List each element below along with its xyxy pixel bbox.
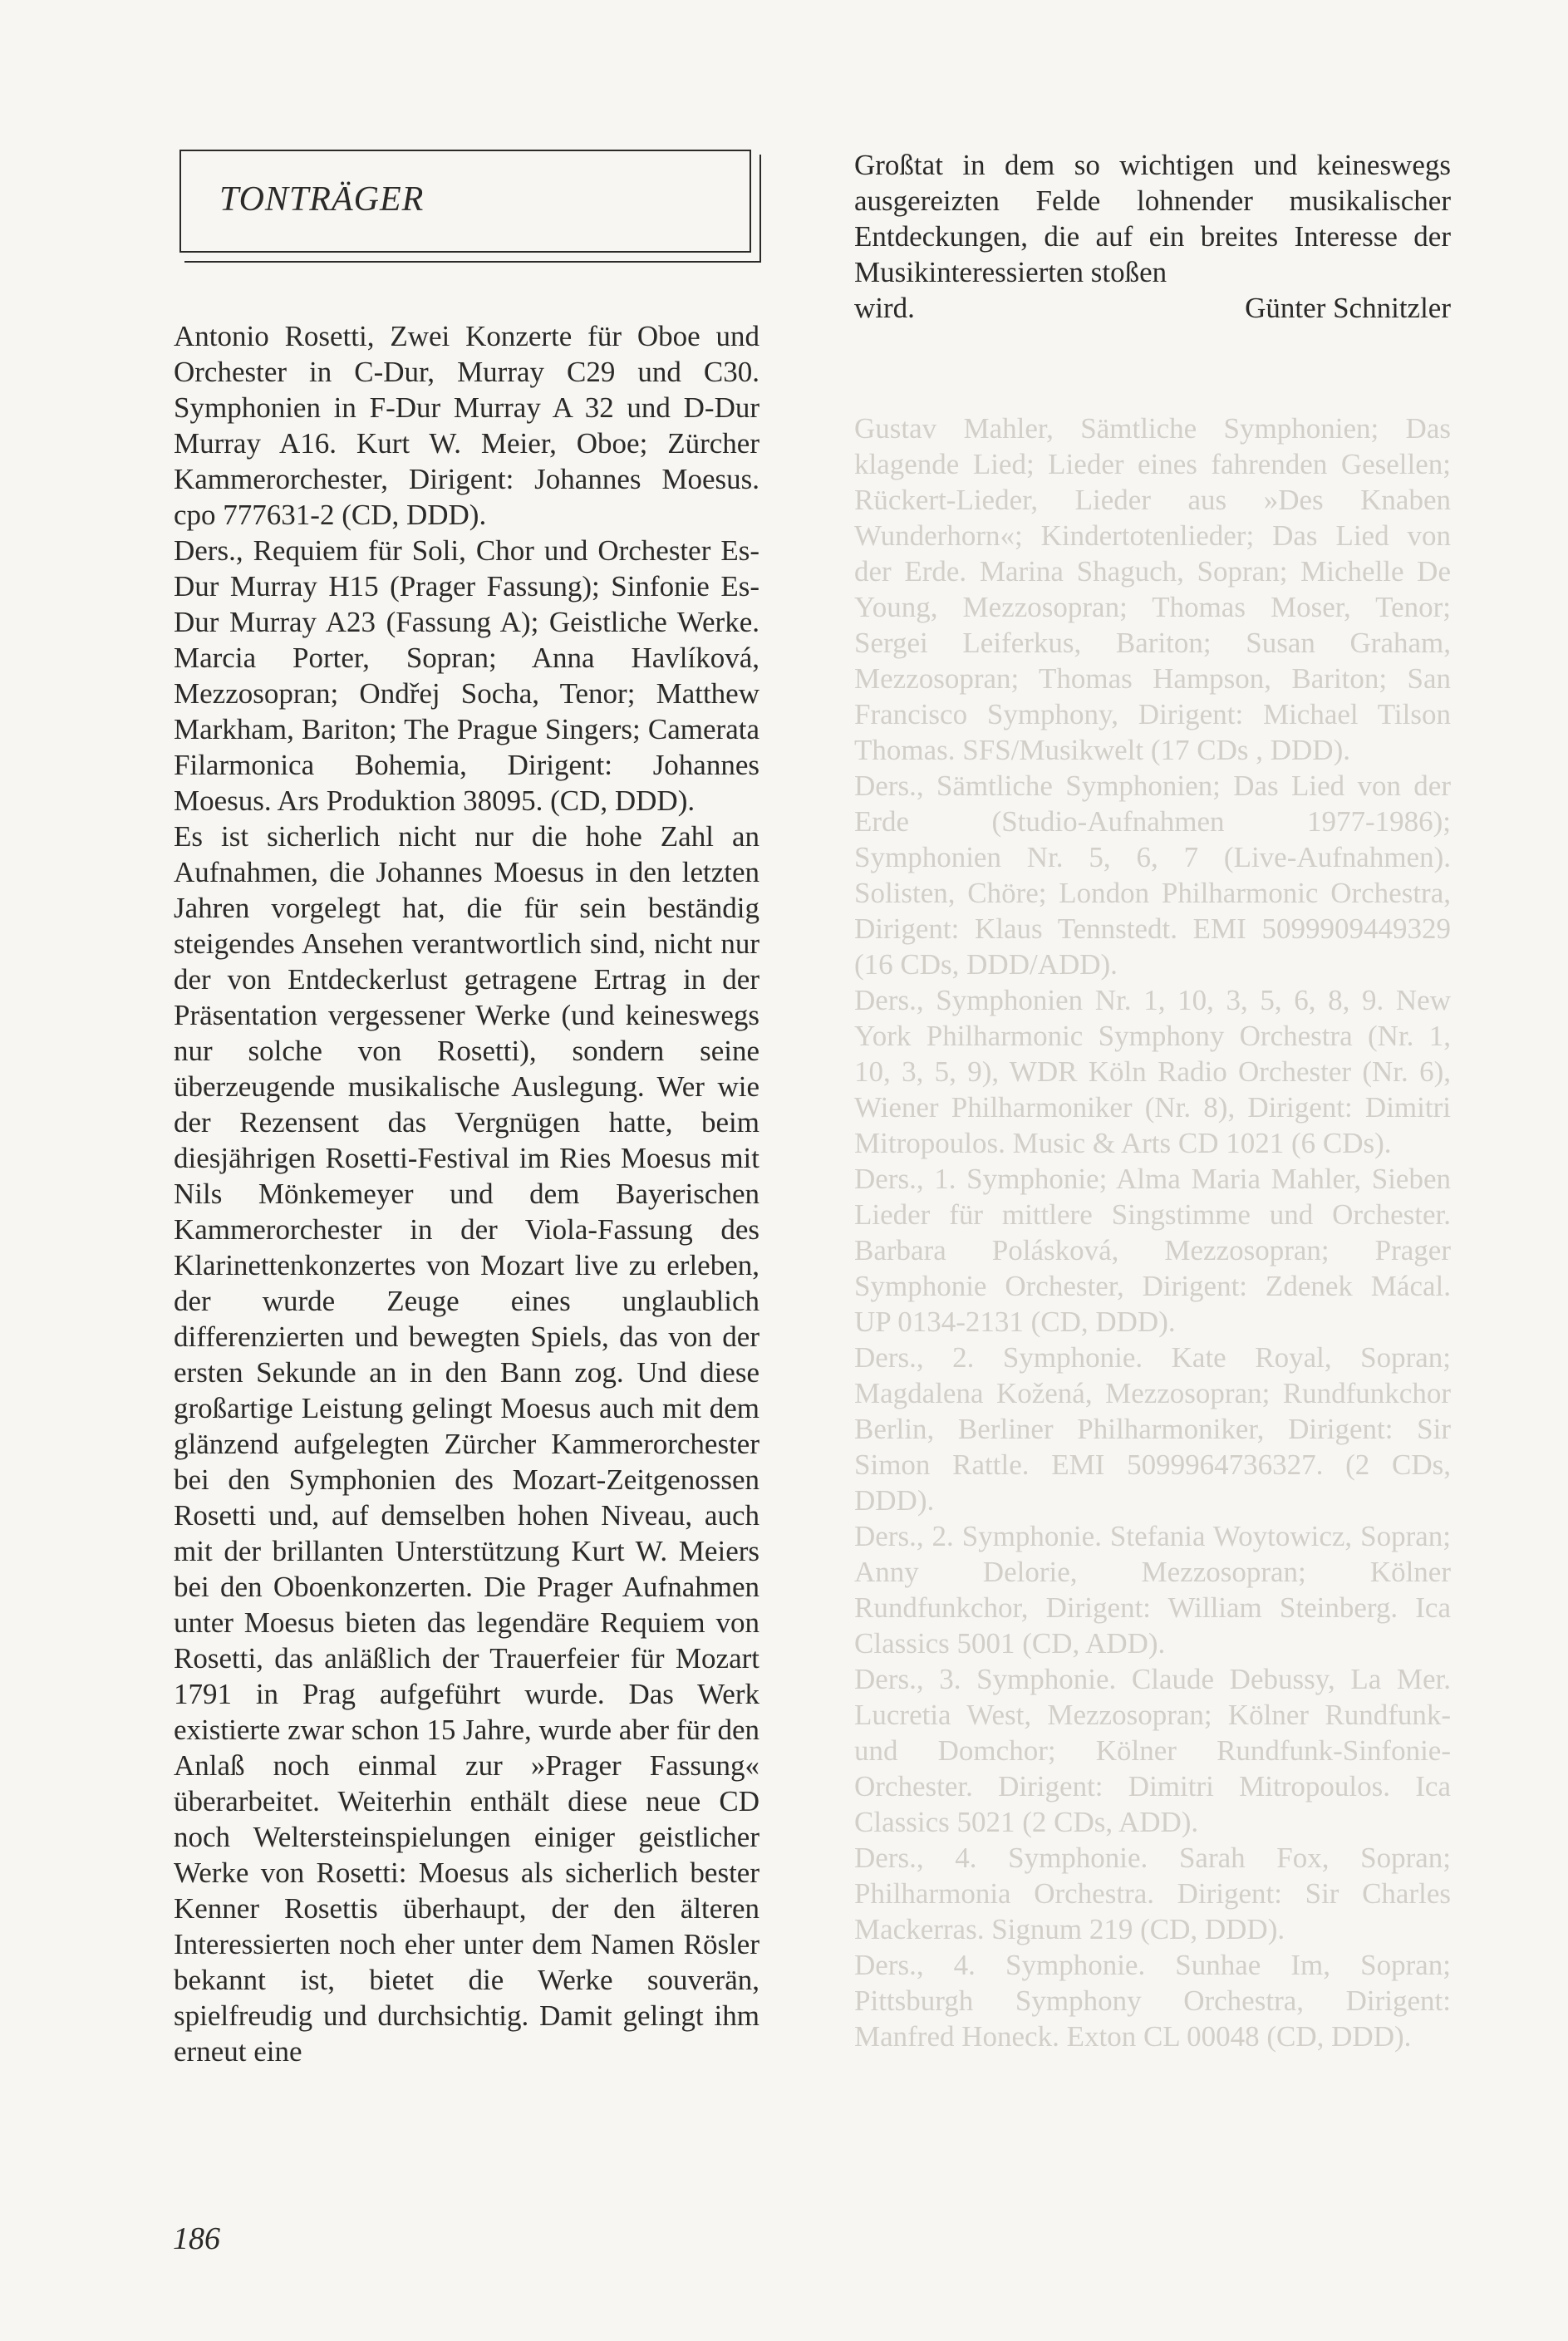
- record-entry-rosetti-concertos: Antonio Rosetti, Zwei Konzerte für Oboe und Orchester in C-Dur, Murray C29 und C30. Symphonien in F-Dur Murray A 32 und D-Dur Murray A16. Kurt W. Meier, Oboe; Zürcher Kammerorchester, Dirigent: Johannes Moesus. cpo 777631-2 (CD, DDD).: [174, 320, 759, 531]
- record-entry-faded: Ders., 4. Symphonie. Sarah Fox, Sopran; Philharmonia Orchestra. Dirigent: Sir Charles Mackerras. Signum 219 (CD, DDD).: [854, 1842, 1451, 1945]
- review-last-word: wird.: [854, 292, 915, 324]
- right-column: [854, 147, 1451, 2054]
- record-entry-faded: Gustav Mahler, Sämtliche Symphonien; Das klagende Lied; Lieder eines fahrenden Gesellen; Rückert-Lieder, Lieder aus »Des Knaben Wunderhorn«; Kindertotenlieder; Das Lied von der Erde. Marina Shaguch, Sopran; Michelle De Young, Mezzosopran; Thomas Moser, Tenor; Sergei Leiferkus, Bariton; Susan Graham, Mezzosopran; Thomas Hampson, Bariton; San Francisco Symphony, Dirigent: Michael Tilson Thomas. SFS/Musikwelt (17 CDs , DDD).: [854, 412, 1451, 766]
- page-number: 186: [173, 2221, 220, 2256]
- record-entry-faded: Ders., 4. Symphonie. Sunhae Im, Sopran; Pittsburgh Symphony Orchestra, Dirigent: Manfred Honeck. Exton CL 00048 (CD, DDD).: [854, 1949, 1451, 2053]
- review-signature-line: [854, 290, 1451, 326]
- record-entry-faded: Ders., 1. Symphonie; Alma Maria Mahler, Sieben Lieder für mittlere Singstimme und Orchester. Barbara Polásková, Mezzosopran; Prager Symphonie Orchester, Dirigent: Zdenek Mácal. UP 0134-2131 (CD, DDD).: [854, 1163, 1451, 1338]
- record-entry-rosetti-requiem: Ders., Requiem für Soli, Chor und Orchester Es-Dur Murray H15 (Prager Fassung); Sinfonie Es-Dur Murray A23 (Fassung A); Geistliche Werke. Marcia Porter, Sopran; Anna Havlíková, Mezzosopran; Ondřej Socha, Tenor; Matthew Markham, Bariton; The Prague Singers; Camerata Filarmonica Bohemia, Dirigent: Johannes Moesus. Ars Produktion 38095. (CD, DDD).: [174, 534, 759, 817]
- section-header-box: [179, 150, 751, 253]
- record-entry-faded: Ders., 2. Symphonie. Stefania Woytowicz, Sopran; Anny Delorie, Mezzosopran; Kölner Rundfunkchor, Dirigent: William Steinberg. Ica Classics 5001 (CD, ADD).: [854, 1520, 1451, 1660]
- record-entry-faded: Ders., Sämtliche Symphonien; Das Lied von der Erde (Studio-Aufnahmen 1977-1986); Symphonien Nr. 5, 6, 7 (Live-Aufnahmen). Solisten, Chöre; London Philharmonic Orchestra, Dirigent: Klaus Tennstedt. EMI 5099909449329 (16 CDs, DDD/ADD).: [854, 770, 1451, 981]
- record-entry-faded: Ders., Symphonien Nr. 1, 10, 3, 5, 6, 8, 9. New York Philharmonic Symphony Orchestra (Nr. 1, 10, 3, 5, 9), WDR Köln Radio Orchester (Nr. 6), Wiener Philharmoniker (Nr. 8), Dirigent: Dimitri Mitropoulos. Music & Arts CD 1021 (6 CDs).: [854, 984, 1451, 1159]
- review-text: Es ist sicherlich nicht nur die hohe Zahl an Aufnahmen, die Johannes Moesus in den letzten Jahren vorgelegt hat, die für sein beständig steigendes Ansehen verantwortlich sind, nicht nur der von Entdeckerlust getragene Ertrag in der Präsentation vergessener Werke (und keineswegs nur solche von Rosetti), sondern seine überzeugende musikalische Auslegung. Wer wie der Rezensent das Vergnügen hatte, beim diesjährigen Rosetti-Festival im Ries Moesus mit Nils Mönkemeyer und dem Bayerischen Kammerorchester in der Viola-Fassung des Klarinettenkonzertes von Mozart live zu erleben, der wurde Zeuge eines unglaublich differenzierten und bewegten Spiels, das von der ersten Sekunde an in den Bann zog. Und diese großartige Leistung gelingt Moesus auch mit dem glänzend aufgelegten Zürcher Kammerorchester bei den Symphonien des Mozart-Zeitgenossen Rosetti und, auf demselben hohen Niveau, auch mit der brillanten Unterstützung Kurt W. Meiers bei den Oboenkonzerten. Die Prager Aufnahmen unter Moesus bieten das legendäre Requiem von Rosetti, das anläßlich der Trauerfeier für Mozart 1791 in Prag aufgeführt wurde. Das Werk existierte zwar schon 15 Jahre, wurde aber für den Anlaß noch einmal zur »Prager Fassung« überarbeitet. Weiterhin enthält diese neue CD noch Weltersteinspielungen einiger geistlicher Werke von Rosetti: Moesus als sicherlich bester Kenner Rosettis überhaupt, der den älteren Interessierten noch eher unter dem Namen Rösler bekannt ist, bietet die Werke souverän, spielfreudig und durchsichtig. Damit gelingt ihm erneut eine: [174, 820, 759, 2068]
- record-entry-faded: Ders., 2. Symphonie. Kate Royal, Sopran; Magdalena Kožená, Mezzosopran; Rundfunkchor Berlin, Berliner Philharmoniker, Dirigent: Sir Simon Rattle. EMI 5099964736327. (2 CDs, DDD).: [854, 1341, 1451, 1517]
- section-title: TONTRÄGER: [219, 180, 425, 219]
- faded-record-list: [854, 411, 1451, 2054]
- review-author: Günter Schnitzler: [1245, 292, 1451, 324]
- review-text-continued: Großtat in dem so wichtigen und keineswegs ausgereizten Felde lohnender musikalischer Entdeckungen, die auf ein breites Interesse der Musikinteressierten stoßen: [854, 149, 1451, 288]
- left-column: [174, 318, 759, 2069]
- record-entry-faded: Ders., 3. Symphonie. Claude Debussy, La Mer. Lucretia West, Mezzosopran; Kölner Rundfunk- und Domchor; Kölner Rundfunk-Sinfonie-Orchester. Dirigent: Dimitri Mitropoulos. Ica Classics 5021 (2 CDs, ADD).: [854, 1663, 1451, 1838]
